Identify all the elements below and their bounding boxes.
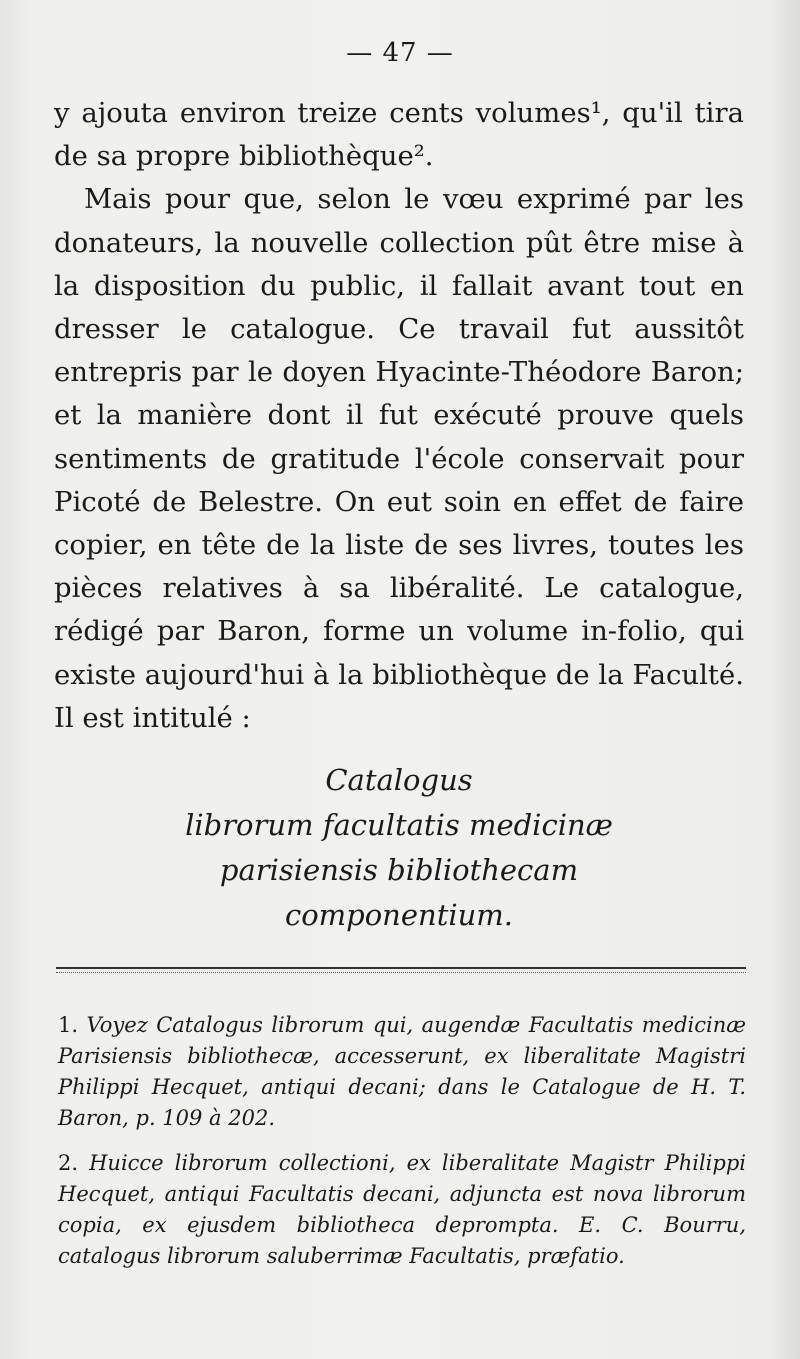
- footnote-2-text: Huicce librorum collectioni, ex liberalitate Magistr Philippi Hecquet, antiqui Facultatis decani, adjuncta est nova librorum copia, ex ejusdem bibliotheca deprompta. E. C. Bourru, catalogus librorum saluberrimæ Facultatis, præfatio.: [58, 1151, 746, 1268]
- paragraph-2: Mais pour que, selon le vœu exprimé par les donateurs, la nouvelle collection pût être mise à la disposition du public, il fallait avant tout en dresser le catalogue. Ce travail fut aussitôt entrepris par le doyen Hyacinte-Théodore Baron; et la manière dont il fut exécuté prouve quels sentiments de gratitude l'école conservait pour Picoté de Belestre. On eut soin en effet de faire copier, en tête de la liste de ses livres, toutes les pièces relatives à sa libéralité. Le catalogue, rédigé par Baron, forme un volume in-folio, qui existe aujourd'hui à la bibliothèque de la Faculté. Il est intitulé :: [54, 183, 744, 734]
- footnote-divider-dotted: [56, 972, 746, 973]
- footnote-1: [58, 1010, 746, 1134]
- catalogue-title: [54, 758, 744, 938]
- footnote-1-number: 1.: [58, 1013, 79, 1037]
- footnote-divider: [56, 967, 746, 969]
- footnote-1-text: Voyez Catalogus librorum qui, augendæ Facultatis medicinæ Parisiensis bibliothecæ, accesserunt, ex liberalitate Magistri Philippi Hecquet, antiqui decani; dans le Catalogue de H. T. Baron, p. 109 à 202.: [58, 1013, 746, 1130]
- catalogue-title-line-1: Catalogus: [325, 763, 473, 797]
- footnotes: [58, 1010, 746, 1286]
- footnote-2-number: 2.: [58, 1151, 79, 1175]
- catalogue-title-line-2: librorum facultatis medicinæ: [185, 808, 613, 842]
- catalogue-title-line-3: parisiensis bibliothecam: [219, 853, 579, 887]
- footnote-2: [58, 1148, 746, 1272]
- paragraph-1: y ajouta environ treize cents volumes¹, qu'il tira de sa propre bibliothèque².: [54, 97, 744, 173]
- page-number: — 47 —: [346, 38, 454, 68]
- main-text: [54, 92, 744, 740]
- catalogue-title-line-4: componentium.: [284, 898, 514, 932]
